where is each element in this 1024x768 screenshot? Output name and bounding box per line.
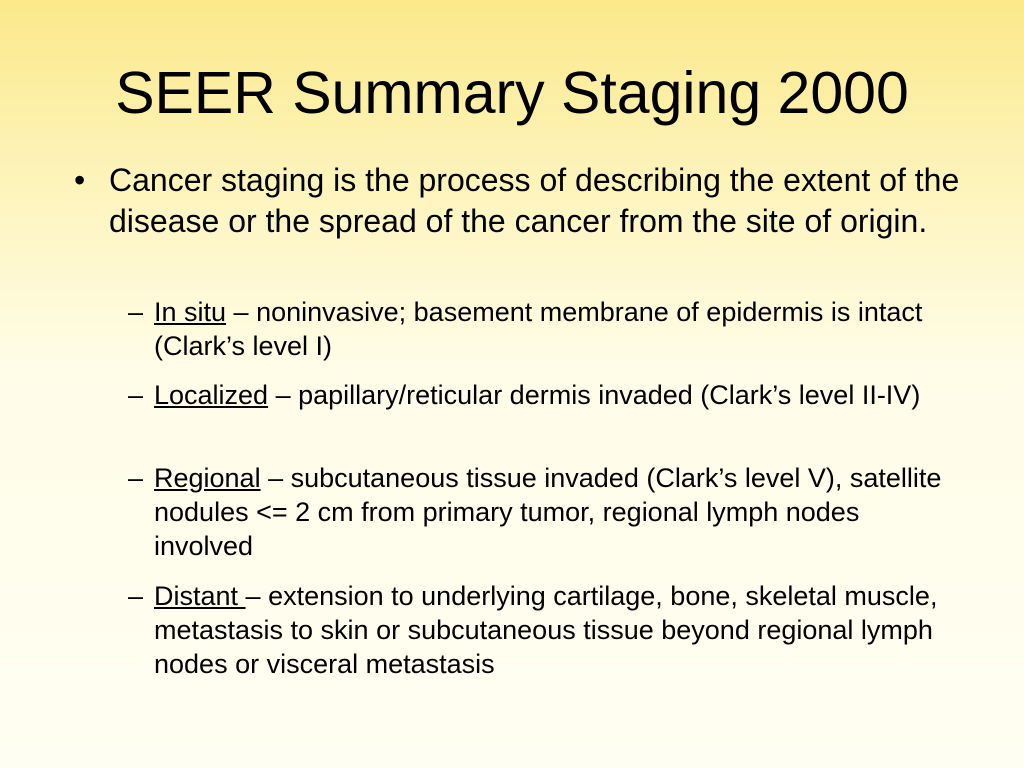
stage-term: In situ [154,297,227,327]
stage-description: – papillary/reticular dermis invaded (Clark’s level II-IV) [268,380,921,410]
dash-marker: – [128,380,144,410]
sub-bullet-text [154,378,964,412]
stage-description: – extension to underlying cartilage, bone, skeletal muscle, metastasis to skin or subcutaneous tissue beyond regional lymph nodes or visceral metastasis [154,581,938,679]
dash-marker: – [128,463,144,493]
dash-marker: – [128,581,144,611]
dash-marker: – [128,297,144,327]
stage-term: Localized [154,380,269,410]
stage-description: – noninvasive; basement membrane of epidermis is intact (Clark’s level I) [154,297,923,361]
stage-term: Distant [154,581,246,611]
sub-bullet-text [154,461,964,563]
main-bullet-text: Cancer staging is the process of describing the extent of the disease or the spread of the cancer from the site of origin. [109,162,960,239]
stage-term: Regional [154,463,261,493]
stage-description: – subcutaneous tissue invaded (Clark’s level V), satellite nodules <= 2 cm from primary tumor, regional lymph nodes involved [154,463,942,561]
sub-bullet-text [154,579,964,681]
sub-bullet-text [154,295,964,363]
slide-title: SEER Summary Staging 2000 [115,60,909,126]
bullet-marker: • [74,162,86,198]
